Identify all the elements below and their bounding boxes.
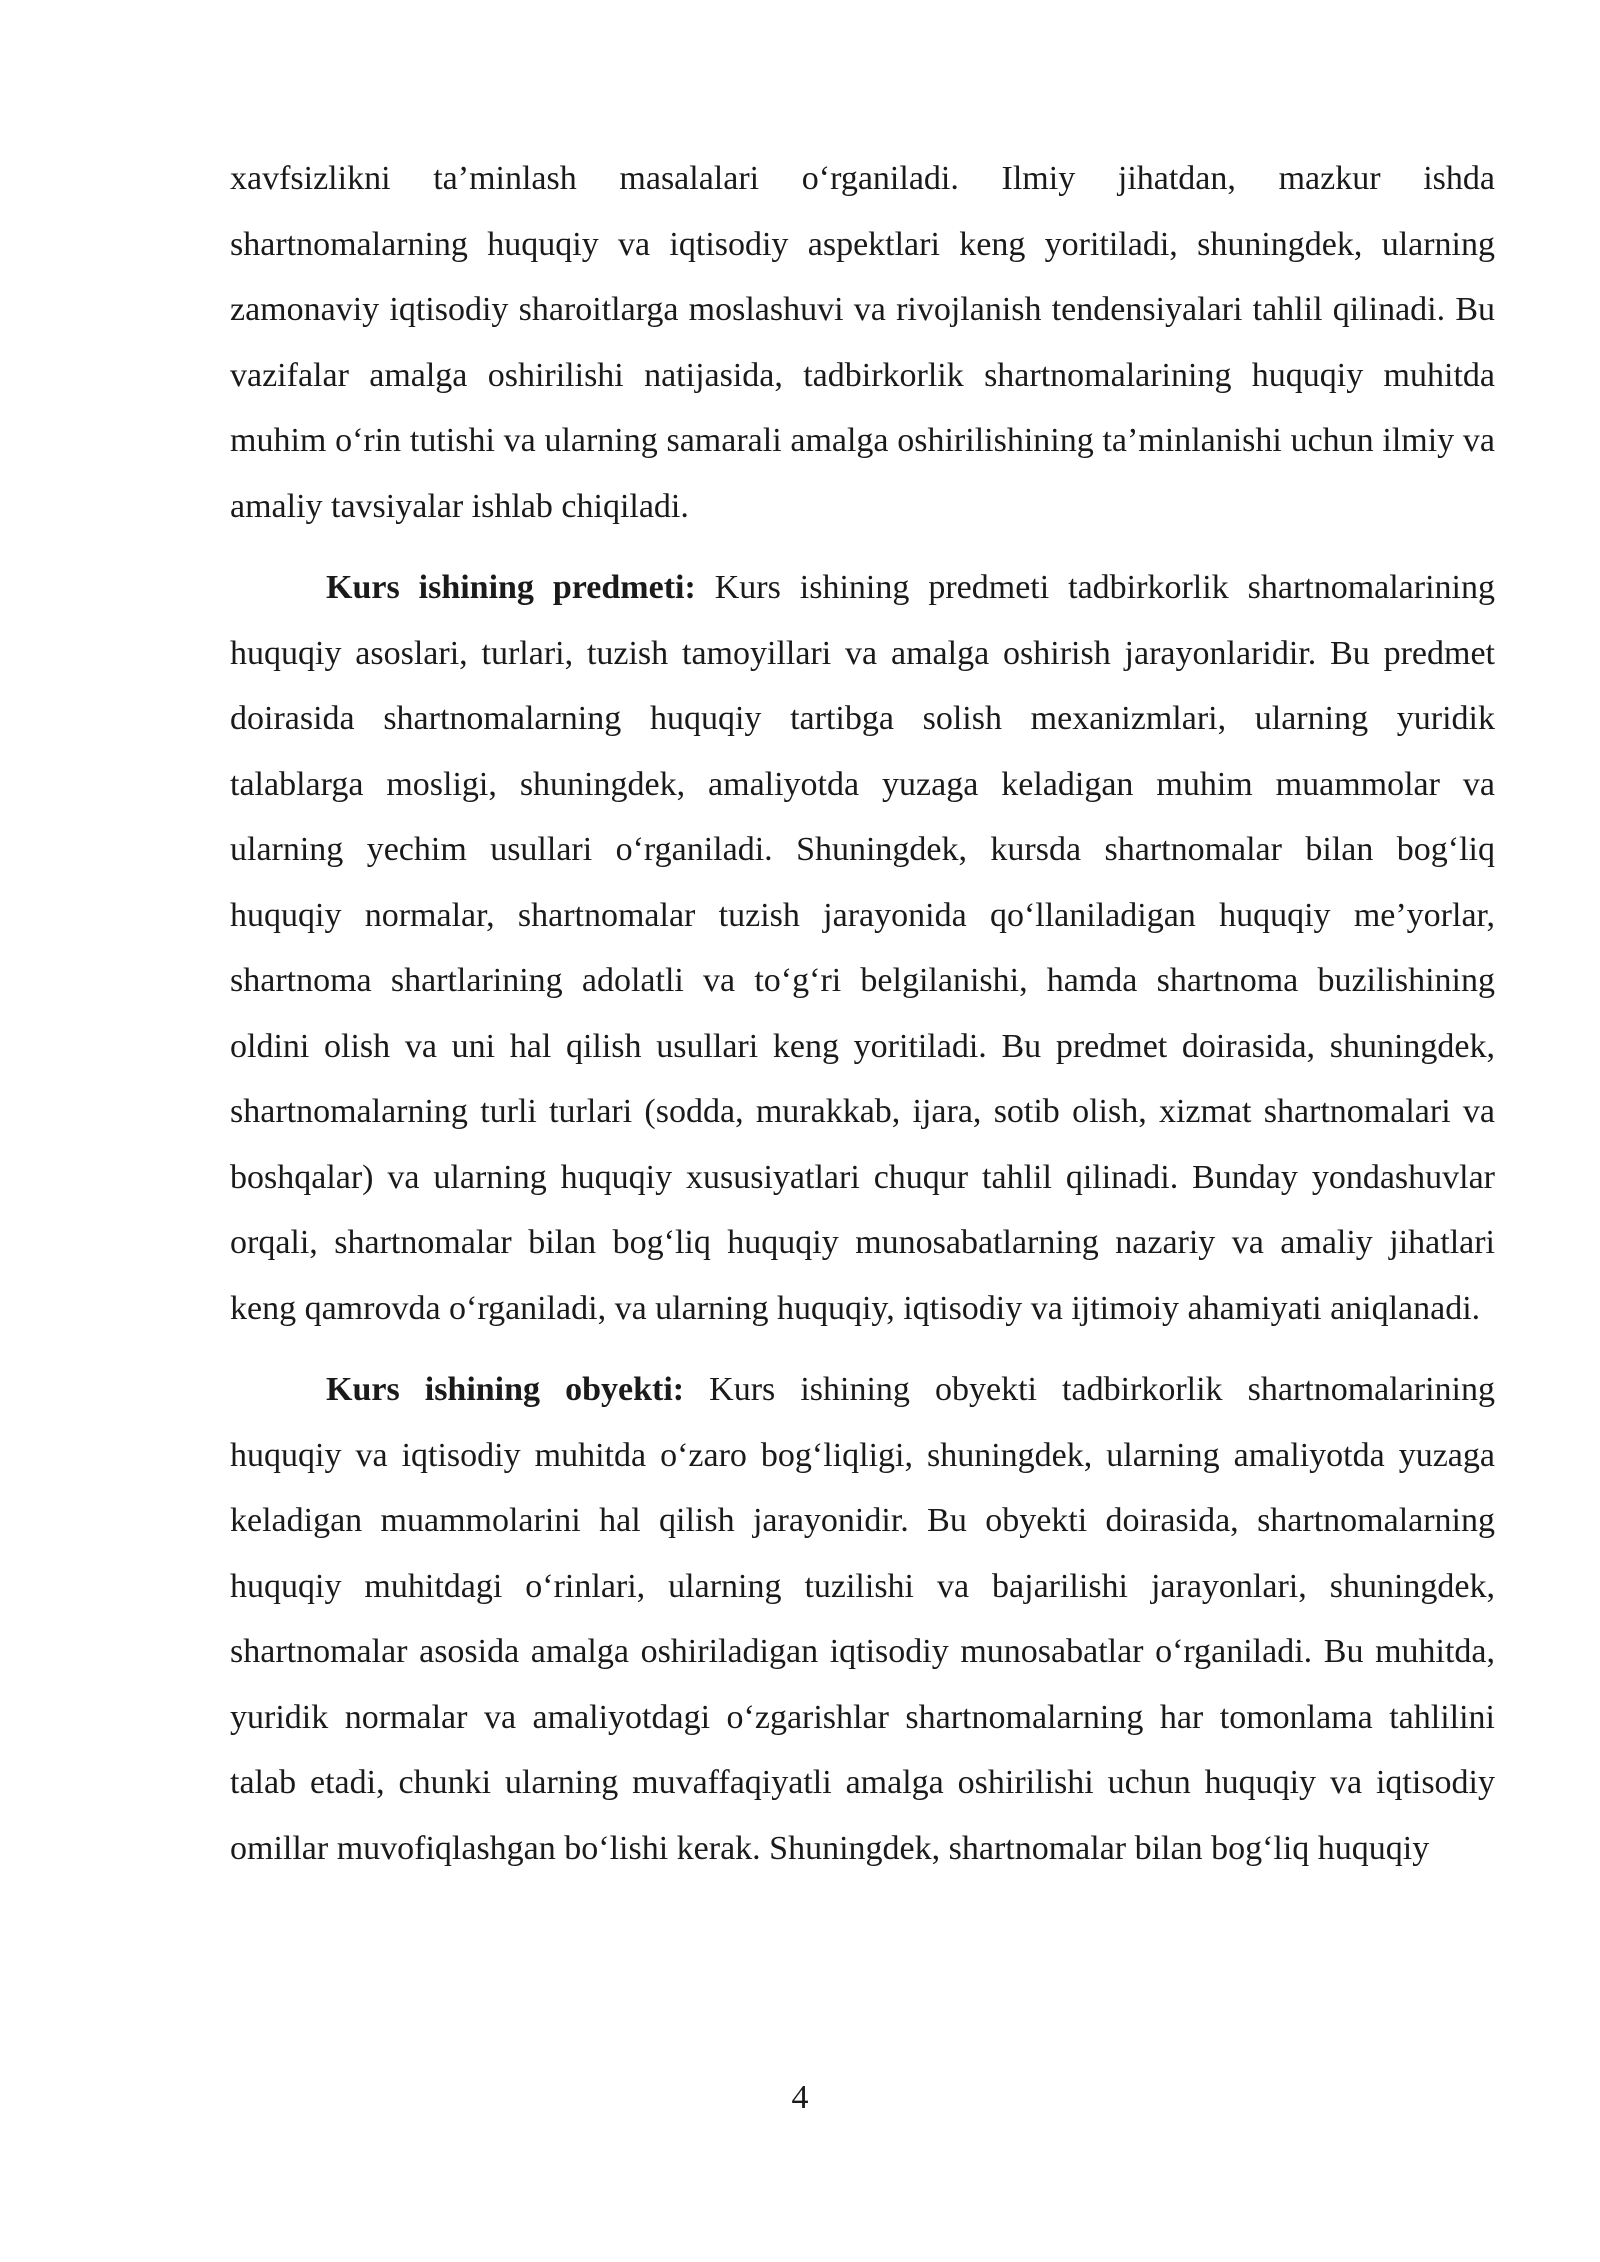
- paragraph-heading: Kurs ishining predmeti:: [326, 569, 696, 606]
- page-number: 4: [791, 2079, 809, 2116]
- paragraph-object: [230, 1357, 1495, 1881]
- paragraph-subject: [230, 555, 1495, 1341]
- paragraph-text: Kurs ishining obyekti tadbirkorlik shartnomalarining huquqiy va iqtisodiy muhitda o‘zaro bog‘liqligi, shuningdek, ularning amaliyotda yuzaga keladigan muammolarini hal qilish jarayonidir. Bu obyekti doirasida, shartnomalarning huquqiy muhitdagi o‘rinlari, ularning tuzilishi va bajarilishi jarayonlari, shuningdek, shartnomalar asosida amalga oshiriladigan iqtisodiy munosabatlar o‘rganiladi. Bu muhitda, yuridik normalar va amaliyotdagi o‘zgarishlar shartnomalarning har tomonlama tahlilini talab etadi, chunki ularning muvaffaqiyatli amalga oshirilishi uchun huquqiy va iqtisodiy omillar muvofiqlashgan bo‘lishi kerak. Shuningdek, shartnomalar bilan bog‘liq huquqiy: [230, 1371, 1495, 1867]
- paragraph-heading: Kurs ishining obyekti:: [326, 1371, 685, 1408]
- paragraph-text: Kurs ishining predmeti tadbirkorlik shartnomalarining huquqiy asoslari, turlari, tuzish tamoyillari va amalga oshirish jarayonlaridir. Bu predmet doirasida shartnomalarning huquqiy tartibga solish mexanizmlari, ularning yuridik talablarga mosligi, shuningdek, amaliyotda yuzaga keladigan muhim muammolar va ularning yechim usullari o‘rganiladi. Shuningdek, kursda shartnomalar bilan bog‘liq huquqiy normalar, shartnomalar tuzish jarayonida qo‘llaniladigan huquqiy me’yorlar, shartnoma shartlarining adolatli va to‘g‘ri belgilanishi, hamda shartnoma buzilishining oldini olish va uni hal qilish usullari keng yoritiladi. Bu predmet doirasida, shuningdek, shartnomalarning turli turlari (sodda, murakkab, ijara, sotib olish, xizmat shartnomalari va boshqalar) va ularning huquqiy xususiyatlari chuqur tahlil qilinadi. Bunday yondashuvlar orqali, shartnomalar bilan bog‘liq huquqiy munosabatlarning nazariy va amaliy jihatlari keng qamrovda o‘rganiladi, va ularning huquqiy, iqtisodiy va ijtimoiy ahamiyati aniqlanadi.: [230, 569, 1495, 1327]
- paragraph-continuation: [230, 146, 1495, 539]
- document-page: [230, 146, 1495, 1881]
- paragraph-text: xavfsizlikni ta’minlash masalalari o‘rganiladi. Ilmiy jihatdan, mazkur ishda shartnomalarning huquqiy va iqtisodiy aspektlari keng yoritiladi, shuningdek, ularning zamonaviy iqtisodiy sharoitlarga moslashuvi va rivojlanish tendensiyalari tahlil qilinadi. Bu vazifalar amalga oshirilishi natijasida, tadbirkorlik shartnomalarining huquqiy muhitda muhim o‘rin tutishi va ularning samarali amalga oshirilishining ta’minlanishi uchun ilmiy va amaliy tavsiyalar ishlab chiqiladi.: [230, 160, 1495, 525]
